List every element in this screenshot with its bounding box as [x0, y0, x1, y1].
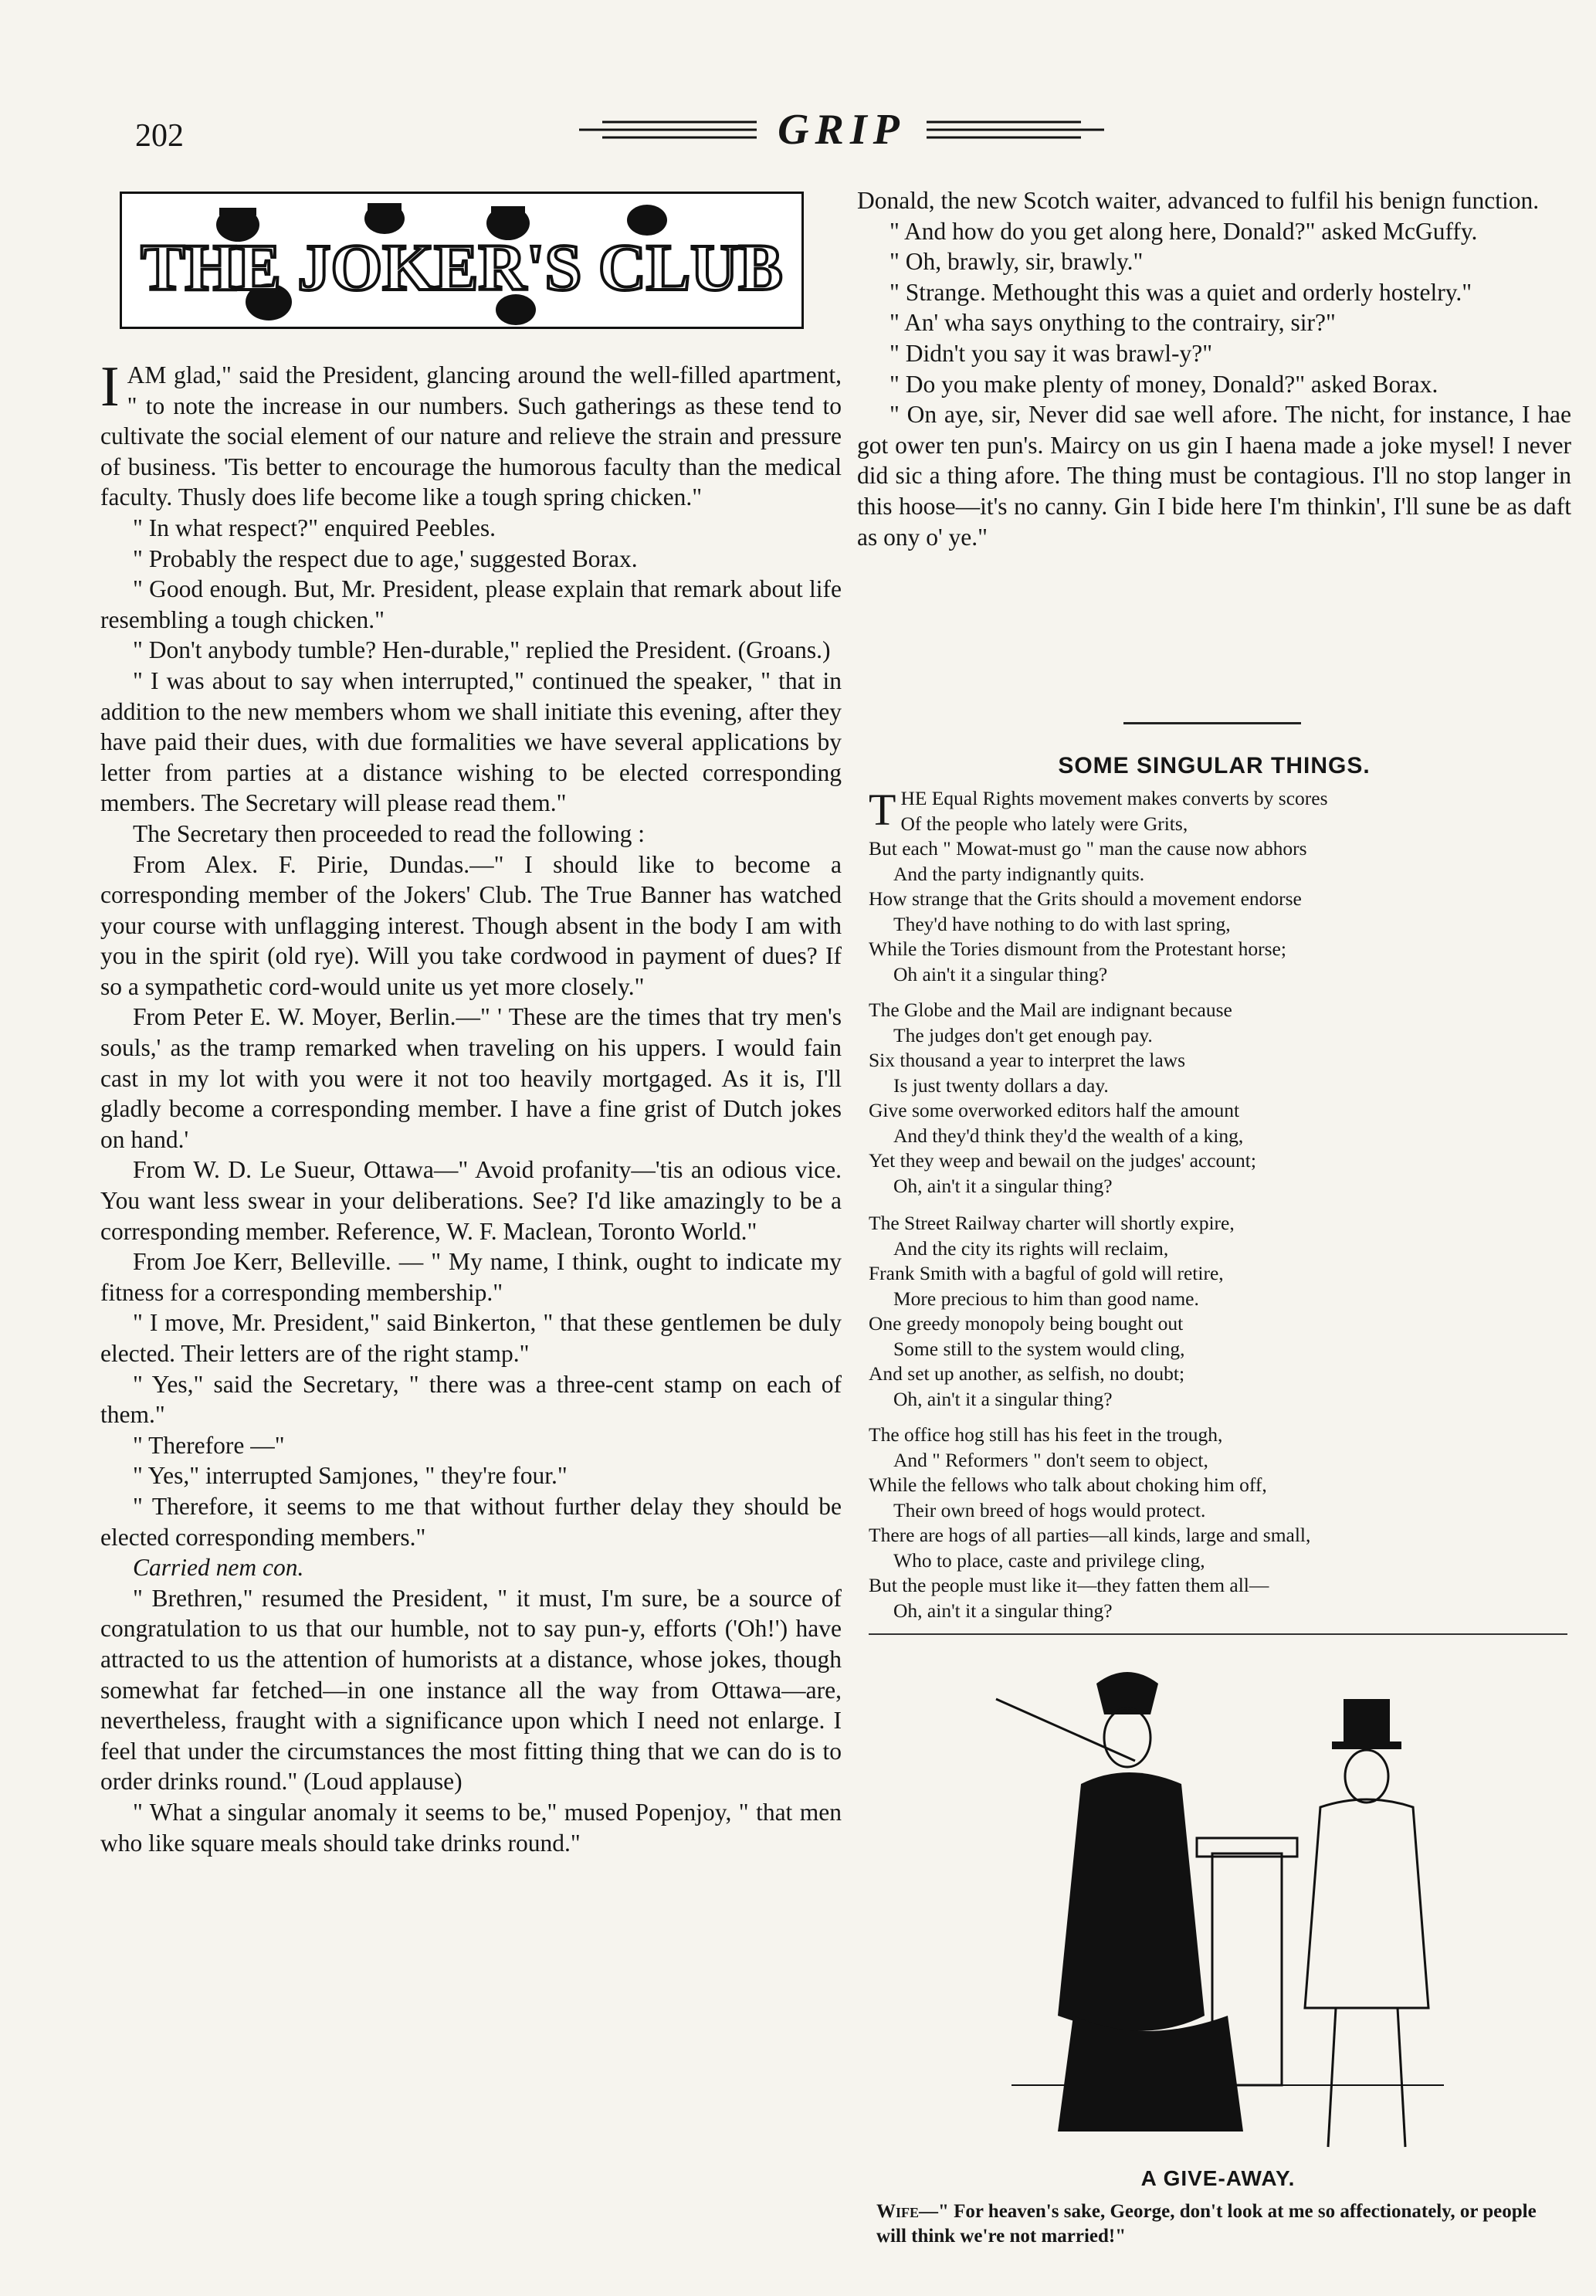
poem-line: But each " Mowat-must go " man the cause now abhors — [869, 837, 1307, 860]
poem-line: Six thousand a year to interpret the laws — [869, 1049, 1186, 1071]
article-paragraph: From Alex. F. Pirie, Dundas.—" I should like to become a corresponding member of the Jokers' Club. The True Banner has watched your course with unflagging interest. Though absent in the body I am with you in the spirit (old rye). Will you take cordwood in payment of dues? If so a sympathetic cord-would unite us yet more closely." — [100, 850, 842, 1000]
poem-line: Some still to the system would cling, — [893, 1337, 1185, 1360]
poem-line: The Globe and the Mail are indignant because — [869, 999, 1232, 1021]
poem-line: And the city its rights will reclaim, — [893, 1236, 1169, 1260]
article-paragraph: " In what respect?" enquired Peebles. — [133, 514, 496, 541]
cartoon-caption — [876, 2199, 1564, 2249]
article-paragraph: The Secretary then proceeded to read the following : — [133, 819, 645, 847]
article-paragraph: " Good enough. But, Mr. President, please explain that remark about life resembling a tough chicken." — [100, 575, 842, 633]
caption-text: " For heaven's sake, George, don't look at me so affectionately, or people will think we're not married!" — [876, 2201, 1537, 2247]
article-paragraph: " Yes," said the Secretary, " there was a three-cent stamp on each of them." — [100, 1370, 842, 1429]
poem-line: And they'd think they'd the wealth of a king, — [893, 1124, 1244, 1147]
poem-line: Who to place, caste and privilege cling, — [893, 1548, 1205, 1572]
article-paragraph: " Didn't you say it was brawl-y?" — [889, 339, 1213, 367]
poem-line: While the fellows who talk about choking him off, — [869, 1474, 1267, 1496]
article-paragraph: " Therefore —" — [133, 1431, 285, 1459]
poem-line: Oh ain't it a singular thing? — [893, 962, 1108, 985]
article-paragraph: Carried nem con. — [133, 1554, 304, 1582]
article-paragraph: " Brethren," resumed the President, " it must, I'm sure, be a source of congratulation to us that our humble, not to say pun-y, efforts ('Oh!') have attracted to us the attention of humorists at a distance, whose jokes, though somewhat far fetched—in one instance all the way from Ottawa—are, nevertheless, fraught with a significance upon which I need not enlarge. I feel that under the circumstances the most fitting thing that we can do is to order drinks round." (Loud applause) — [100, 1584, 842, 1796]
poem-stanza-4 — [869, 1423, 1548, 1623]
article-paragraph: Donald, the new Scotch waiter, advanced to fulfil his benign function. — [857, 187, 1540, 214]
article-paragraph: From Joe Kerr, Belleville. — " My name, I think, ought to indicate my fitness for a corresponding membership." — [100, 1248, 842, 1306]
caption-speaker: Wife— — [876, 2201, 939, 2222]
poem-line: While the Tories dismount from the Protestant horse; — [869, 938, 1286, 960]
article-paragraph: I AM glad," said the President, glancing around the well-filled apartment, " to note the increase in our numbers. Such gatherings as these tend to cultivate the social element of our nature and relieve the strain and pressure of business. 'Tis better to encourage the humorous faculty than the medical faculty. Thusly does life become like a tough spring chicken." — [100, 355, 842, 511]
banner-title: THE JOKER'S CLUB — [141, 230, 783, 304]
article-paragraph: " Do you make plenty of money, Donald?" asked Borax. — [889, 370, 1438, 398]
article-paragraph: " I move, Mr. President," said Binkerton, " that these gentlemen be duly elected. Their letters are of the right stamp." — [100, 1309, 842, 1367]
article-paragraph: " Therefore, it seems to me that without further delay they should be elected corresponding members." — [100, 1492, 842, 1551]
cartoon-divider — [869, 1633, 1567, 1635]
jokers-club-banner-art — [122, 194, 801, 327]
article-paragraph: " Yes," interrupted Samjones, " they're four." — [133, 1462, 568, 1490]
poem-dropcap: T — [869, 785, 896, 835]
poem-line: Of the people who lately were Grits, — [900, 812, 1188, 835]
poem-line: One greedy monopoly being bought out — [869, 1312, 1184, 1335]
poem-line: And set up another, as selfish, no doubt; — [869, 1362, 1185, 1385]
poem-line: How strange that the Grits should a movement endorse — [869, 887, 1302, 910]
article-paragraph: " Don't anybody tumble? Hen-durable," replied the President. (Groans.) — [133, 636, 831, 664]
poem-line: The office hog still has his feet in the trough, — [869, 1423, 1223, 1446]
article-paragraph: " Strange. Methought this was a quiet and orderly hostelry." — [889, 278, 1472, 306]
poem-line: And " Reformers " don't seem to object, — [893, 1448, 1208, 1471]
poem-line: Give some overworked editors half the amount — [869, 1099, 1240, 1121]
poem-line: But the people must like it—they fatten them all— — [869, 1574, 1269, 1596]
article-paragraph: " And how do you get along here, Donald?" asked McGuffy. — [889, 217, 1478, 245]
poem-title: SOME SINGULAR THINGS. — [1058, 753, 1371, 778]
article-left-column — [100, 355, 842, 1858]
article-paragraph: " On aye, sir, Never did sae well afore. The nicht, for instance, I hae got ower ten pun's. Maircy on us gin I haena made a joke mysel! I never did sic a thing afore. The thing must be contagious. I'll no stop langer in this hoose—it's no canny. Gin I bide here I'm thinkin', I'll sune be as daft as ony o' ye." — [857, 401, 1571, 551]
poem-line: And the party indignantly quits. — [893, 862, 1145, 885]
poem-line: There are hogs of all parties—all kinds, large and small, — [869, 1524, 1311, 1546]
poem-stanza-1 — [869, 786, 1548, 987]
section-divider — [1123, 722, 1301, 724]
article-right-column — [857, 185, 1571, 552]
poem-line: Oh, ain't it a singular thing? — [893, 1599, 1113, 1622]
dropcap: I — [100, 355, 120, 419]
article-paragraph: " I was about to say when interrupted," continued the speaker, " that in addition to the new members whom we shall initiate this evening, after they have paid their dues, with due formalities we have several applications by letter from parties at a distance wishing to be elected corresponding members. The Secretary will please read them." — [100, 666, 842, 817]
poem-line: Oh, ain't it a singular thing? — [893, 1174, 1113, 1197]
poem-line: The Street Railway charter will shortly expire, — [869, 1212, 1235, 1234]
poem-line: Their own breed of hogs would protect. — [893, 1498, 1206, 1521]
article-paragraph: " Oh, brawly, sir, brawly." — [889, 248, 1144, 276]
poem-stanza-3 — [869, 1211, 1548, 1412]
poem-stanza-2 — [869, 998, 1548, 1199]
masthead — [579, 107, 1104, 153]
article-paragraph: " An' wha says onything to the contrairy, sir?" — [889, 309, 1336, 337]
cartoon-title: A GIVE-AWAY. — [1140, 2166, 1296, 2190]
poem-line: Oh, ain't it a singular thing? — [893, 1387, 1113, 1410]
article-paragraph: " Probably the respect due to age,' suggested Borax. — [133, 544, 638, 572]
masthead-title: GRIP — [778, 106, 906, 154]
article-paragraph: " What a singular anomaly it seems to be," mused Popenjoy, " that men who like square meals should take drinks round." — [100, 1798, 842, 1857]
page-number: 202 — [135, 118, 184, 154]
poem-line: They'd have nothing to do with last spring, — [893, 912, 1231, 935]
article-paragraph: From W. D. Le Sueur, Ottawa—" Avoid profanity—'tis an odious vice. You want less swear in your deliberations. See? I'd like amazingly to be a corresponding member. Reference, W. F. Maclean, Toronto World." — [100, 1156, 842, 1245]
jokers-club-banner — [120, 192, 804, 329]
article-paragraph: From Peter E. W. Moyer, Berlin.—" ' These are the times that try men's souls,' as the tramp remarked when traveling on his uppers. I would fain cast in my lot with you were it not too heavily mortgaged. As it is, I'll gladly become a corresponding member. I have a fine grist of Dutch jokes on hand.' — [100, 1003, 842, 1153]
cartoon-illustration — [981, 1653, 1459, 2178]
poem-line: Is just twenty dollars a day. — [893, 1073, 1109, 1097]
poem-line: The judges don't get enough pay. — [893, 1023, 1153, 1046]
poem-line: More precious to him than good name. — [893, 1287, 1199, 1310]
poem-line: HE Equal Rights movement makes converts by scores — [900, 787, 1328, 809]
poem-line: Yet they weep and bewail on the judges' account; — [869, 1149, 1256, 1172]
poem-line: Frank Smith with a bagful of gold will retire, — [869, 1262, 1224, 1284]
